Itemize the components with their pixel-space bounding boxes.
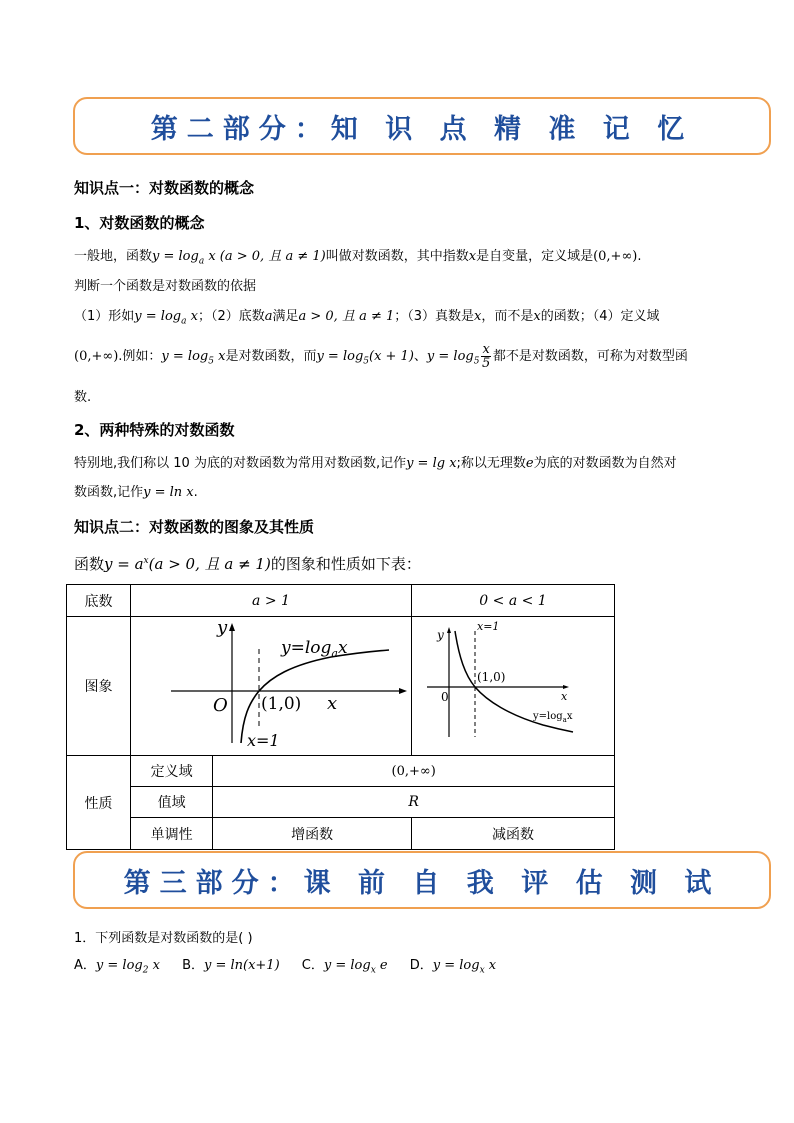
text: 、: [413, 349, 427, 364]
y-label: y: [217, 617, 228, 638]
function-name: y=log: [281, 638, 332, 658]
paragraph-definition: [74, 248, 642, 271]
formula: y = log: [152, 249, 199, 264]
monotonicity-increasing: 增函数: [213, 818, 412, 850]
text: 的函数；（4）定义域: [540, 309, 660, 324]
table-row: [67, 787, 615, 818]
domain: (0,+∞): [74, 349, 119, 364]
text: .例如：: [118, 349, 162, 364]
text: 满足: [272, 309, 299, 324]
table-row: [67, 585, 615, 617]
origin-label: 0: [441, 690, 449, 704]
table-row: [67, 756, 615, 787]
formula: y = log: [134, 309, 182, 324]
text: 一般地，函数: [74, 249, 153, 264]
text: 数函数,记作: [74, 485, 144, 500]
formula: y = log: [426, 349, 474, 364]
point-label: (1,0): [477, 670, 506, 684]
knowledge-point-1-title: 知识点一：对数函数的概念: [74, 179, 255, 197]
base-label: 底数: [67, 585, 131, 617]
formula-arg: x (a > 0, 且 a ≠ 1): [204, 249, 326, 264]
section-2-title: 2、两种特殊的对数函数: [74, 421, 235, 439]
x-label: x: [327, 693, 338, 714]
domain-value: (0,+∞): [213, 756, 615, 787]
fraction-numerator: x: [482, 342, 490, 357]
paragraph-criteria-intro: 判断一个函数是对数函数的依据: [74, 279, 257, 294]
properties-label: 性质: [67, 756, 131, 850]
text: 函数: [74, 555, 105, 573]
formula-base: a: [181, 316, 187, 327]
var: a: [264, 309, 273, 324]
x-axis-arrow-icon: [563, 685, 569, 689]
text: 的图象和性质如下表：: [270, 555, 421, 573]
y-axis-arrow-icon: [229, 623, 235, 631]
function-base: a: [562, 716, 567, 724]
text: 都不是对数函数，可称为对数型函: [492, 349, 688, 364]
section-banner-3: [73, 851, 771, 909]
col-header-a-gt-1: a > 1: [131, 585, 412, 617]
function-var: x: [566, 711, 573, 722]
formula: y = a: [104, 555, 144, 573]
monotonicity-label: 单调性: [131, 818, 213, 850]
formula-arg: x: [484, 958, 497, 973]
banner-title: 第二部分：知 识 点 精 准 记 忆: [150, 113, 694, 145]
paragraph-criteria: [74, 308, 660, 331]
function-label: [280, 638, 348, 660]
formula-arg: e: [375, 958, 388, 973]
point-label: (1,0): [261, 694, 302, 714]
fraction-denominator: 5: [482, 356, 491, 371]
function-base: a: [331, 647, 338, 660]
text: ;称以无理数: [456, 456, 526, 471]
formula: y = log: [432, 958, 480, 973]
question-1-stem: 1．下列函数是对数函数的是( ): [74, 931, 253, 946]
text: 是对数函数，而: [225, 349, 317, 364]
formula-base: 5: [473, 356, 480, 367]
monotonicity-decreasing: 减函数: [412, 818, 615, 850]
function-label: [532, 711, 573, 724]
table-intro: [74, 551, 421, 574]
section-1-title: 1、对数函数的概念: [74, 214, 205, 232]
formula: y = log: [323, 958, 371, 973]
var: x: [468, 249, 477, 264]
function-var: x: [337, 638, 348, 658]
option-d[interactable]: [410, 954, 496, 976]
paragraph-special-end: [74, 484, 198, 502]
formula: y = ln(x+1): [203, 958, 280, 973]
text: ；（3）真数是: [394, 309, 475, 324]
text: .: [637, 249, 642, 264]
domain: (0,+∞): [593, 249, 638, 264]
graph-increasing: [131, 617, 411, 751]
asymptote-label: x=1: [247, 731, 280, 750]
var: x: [533, 309, 541, 324]
formula: y = log: [95, 958, 143, 973]
formula-arg: x: [186, 309, 198, 324]
formula-arg: x: [148, 958, 160, 973]
banner-title: 第三部分：课 前 自 我 评 估 测 试: [123, 867, 721, 899]
formula-base: x: [479, 965, 485, 976]
section-banner-2: [73, 97, 771, 155]
asymptote-label: x=1: [477, 620, 500, 633]
var: x: [474, 309, 482, 324]
graph-cell-decreasing: [412, 617, 615, 756]
formula-arg: (x + 1): [369, 349, 414, 364]
y-axis-arrow-icon: [447, 627, 451, 633]
graph-label: 图象: [67, 617, 131, 756]
formula-base: 5: [208, 356, 214, 367]
text: 为底的对数函数为自然对: [533, 456, 677, 471]
paragraph-examples-end: 数.: [74, 390, 92, 405]
paragraph-special: [74, 455, 677, 473]
formula-base: a: [198, 256, 205, 267]
fraction: [481, 343, 490, 370]
formula: y = log: [316, 349, 364, 364]
text: 是自变量，定义域是: [476, 249, 594, 264]
knowledge-point-2-title: 知识点二：对数函数的图象及其性质: [74, 518, 315, 536]
condition: a > 0, 且 a ≠ 1: [298, 309, 395, 324]
text: .: [193, 485, 198, 500]
table-row: [67, 818, 615, 850]
function-name: y=log: [533, 711, 563, 722]
formula: y = log: [161, 349, 209, 364]
x-label: x: [561, 690, 568, 703]
x-axis-arrow-icon: [399, 688, 407, 694]
text: （1）形如: [74, 309, 135, 324]
formula-base: 2: [142, 965, 149, 976]
formula: y = lg x: [406, 456, 457, 471]
y-label: y: [437, 628, 444, 642]
origin-label: O: [213, 695, 228, 716]
text: 叫做对数函数，其中指数: [325, 249, 469, 264]
text: ；（2）底数: [197, 309, 265, 324]
option-letter: D．: [409, 958, 433, 973]
var: e: [525, 456, 534, 471]
domain-label: 定义域: [131, 756, 213, 787]
option-letter: B．: [182, 958, 204, 973]
option-c[interactable]: [302, 954, 388, 976]
option-letter: C．: [301, 958, 324, 973]
formula-exp: x: [143, 556, 149, 566]
table-row: [67, 617, 615, 756]
text: 特别地,我们称以 10 为底的对数函数为常用对数函数,记作: [74, 456, 407, 471]
formula-base: 5: [363, 356, 369, 367]
option-b[interactable]: [182, 954, 280, 973]
formula-base: x: [370, 965, 376, 976]
option-a[interactable]: [74, 954, 160, 976]
graph-cell-increasing: [131, 617, 412, 756]
formula-arg: x: [213, 349, 226, 364]
formula: y = ln x: [143, 485, 194, 500]
question-1-options: [74, 954, 514, 976]
range-value: R: [213, 787, 615, 818]
formula-cond: (a > 0, 且 a ≠ 1): [148, 555, 271, 573]
text: ，而不是: [481, 309, 534, 324]
col-header-a-lt-1: 0 < a < 1: [412, 585, 615, 617]
properties-table: [66, 584, 615, 850]
paragraph-examples: [74, 342, 688, 377]
range-label: 值域: [131, 787, 213, 818]
graph-decreasing: [413, 617, 613, 751]
option-letter: A．: [74, 958, 96, 973]
